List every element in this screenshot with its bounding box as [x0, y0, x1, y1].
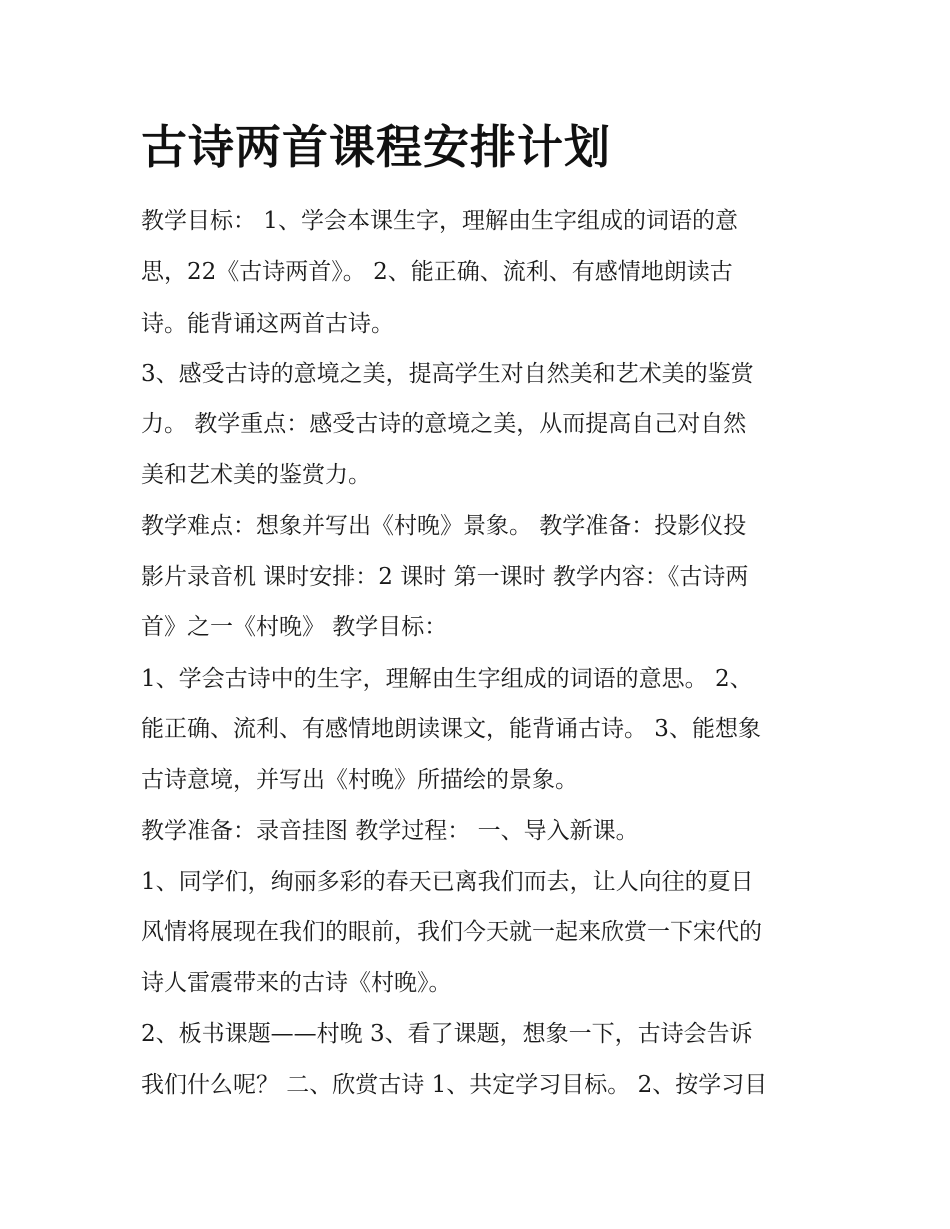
body-line: 首》之一《村晚》 教学目标： [141, 614, 448, 640]
body-line: 2、板书课题——村晚 3、看了课题，想象一下，古诗会告诉 [141, 1021, 753, 1047]
body-line: 古诗意境，并写出《村晚》所描绘的景象。 [141, 767, 578, 793]
body-line: 诗人雷震带来的古诗《村晚》。 [141, 970, 452, 996]
page-title: 古诗两首课程安排计划 [141, 120, 611, 174]
body-line: 1、学会古诗中的生字，理解由生字组成的词语的意思。 2、 [141, 666, 753, 692]
body-line: 教学目标： 1、学会本课生字，理解由生字组成的词语的意 [141, 208, 738, 234]
body-line: 能正确、流利、有感情地朗读课文，能背诵古诗。 3、能想象 [141, 716, 761, 742]
body-line: 影片录音机 课时安排：2 课时 第一课时 教学内容：《古诗两 [141, 564, 749, 590]
body-line: 美和艺术美的鉴赏力。 [141, 462, 371, 488]
body-line: 风情将展现在我们的眼前，我们今天就一起来欣赏一下宋代的 [141, 919, 762, 945]
body-line: 教学难点：想象并写出《村晚》景象。 教学准备：投影仪投 [141, 513, 747, 539]
body-line: 教学准备：录音挂图 教学过程： 一、导入新课。 [141, 818, 639, 844]
body-line: 诗。能背诵这两首古诗。 [141, 311, 394, 337]
body-line: 我们什么呢？ 二、欣赏古诗 1、共定学习目标。 2、按学习目 [141, 1072, 768, 1098]
body-line: 1、同学们，绚丽多彩的春天已离我们而去，让人向往的夏日 [141, 869, 754, 895]
body-line: 力。 教学重点：感受古诗的意境之美，从而提高自己对自然 [141, 411, 747, 437]
body-line: 思，22《古诗两首》。 2、能正确、流利、有感情地朗读古 [141, 259, 733, 285]
body-line: 3、感受古诗的意境之美，提高学生对自然美和艺术美的鉴赏 [141, 361, 754, 387]
